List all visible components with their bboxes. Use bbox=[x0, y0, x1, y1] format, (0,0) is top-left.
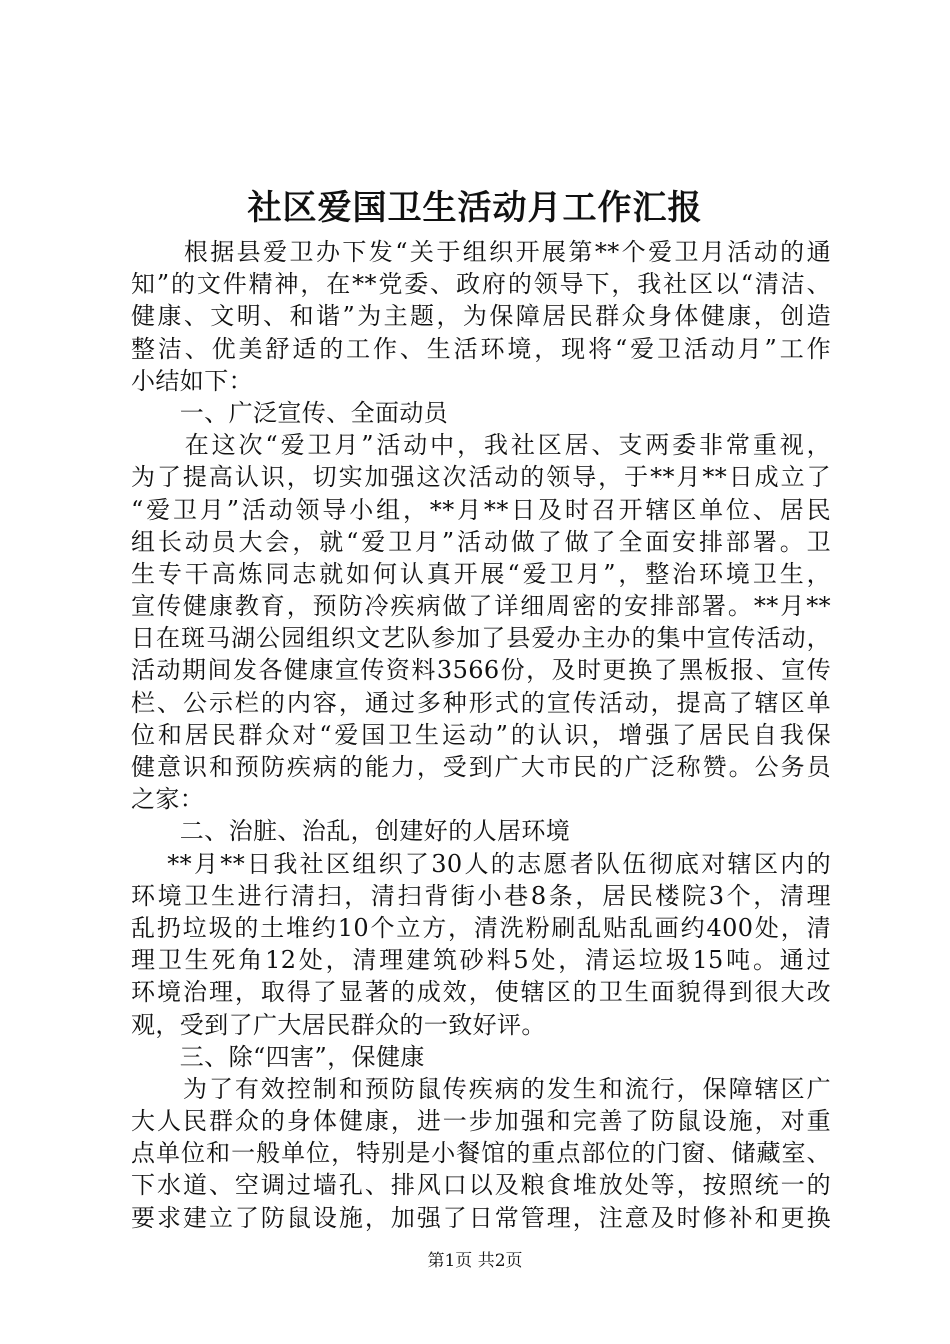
text-line: 在这次“爱卫月”活动中，我社区居、支两委非常重视， bbox=[131, 431, 831, 460]
document-body bbox=[131, 236, 831, 1234]
text-line: 日在斑马湖公园组织文艺队参加了县爱办主办的集中宣传活动， bbox=[131, 624, 831, 653]
text-line: 根据县爱卫办下发“关于组织开展第**个爱卫月活动的通 bbox=[131, 238, 831, 266]
text-line: 为了有效控制和预防鼠传疾病的发生和流行，保障辖区广 bbox=[131, 1074, 831, 1103]
text-line: 要求建立了防鼠设施，加强了日常管理，注意及时修补和更换 bbox=[131, 1203, 831, 1232]
text-line: 二、治脏、治乱，创建好的人居环境 bbox=[131, 817, 571, 846]
text-line: 活动期间发各健康宣传资料3566份，及时更换了黑板报、宣传 bbox=[131, 656, 831, 685]
text-line: 三、除“四害”，保健康 bbox=[131, 1042, 425, 1071]
text-line: 小结如下： bbox=[131, 366, 253, 395]
text-line: 观，受到了广大居民群众的一致好评。 bbox=[131, 1010, 546, 1039]
text-line: 宣传健康教育，预防冷疾病做了详细周密的安排部署。**月** bbox=[131, 592, 831, 621]
text-line: 整洁、优美舒适的工作、生活环境，现将“爱卫活动月”工作 bbox=[131, 334, 831, 363]
text-line: 点单位和一般单位，特别是小餐馆的重点部位的门窗、储藏室、 bbox=[131, 1139, 831, 1168]
text-line: “爱卫月”活动领导小组，**月**日及时召开辖区单位、居民 bbox=[131, 495, 831, 524]
document-title: 社区爱国卫生活动月工作汇报 bbox=[247, 188, 703, 228]
text-line: 环境卫生进行清扫，清扫背街小巷8条，居民楼院3个，清理 bbox=[131, 881, 831, 910]
text-line: 组长动员大会，就“爱卫月”活动做了做了全面安排部署。卫 bbox=[131, 527, 831, 556]
text-line: 知”的文件精神，在**党委、政府的领导下，我社区以“清洁、 bbox=[131, 270, 831, 299]
text-line: **月**日我社区组织了30人的志愿者队伍彻底对辖区内的 bbox=[131, 849, 831, 878]
text-line: 大人民群众的身体健康，进一步加强和完善了防鼠设施，对重 bbox=[131, 1107, 831, 1136]
text-line: 理卫生死角12处，清理建筑砂料5处，清运垃圾15吨。通过 bbox=[131, 946, 831, 975]
text-line: 下水道、空调过墙孔、排风口以及粮食堆放处等，按照统一的 bbox=[131, 1171, 831, 1200]
text-line: 为了提高认识，切实加强这次活动的领导，于**月**日成立了 bbox=[131, 463, 831, 492]
text-line: 健康、文明、和谐”为主题，为保障居民群众身体健康，创造 bbox=[131, 302, 831, 331]
text-line: 健意识和预防疾病的能力，受到广大市民的广泛称赞。公务员 bbox=[131, 753, 831, 781]
text-line: 乱扔垃圾的土堆约10个立方，清洗粉刷乱贴乱画约400处，清 bbox=[131, 913, 831, 942]
text-line: 位和居民群众对“爱国卫生运动”的认识，增强了居民自我保 bbox=[131, 720, 831, 749]
text-line: 一、广泛宣传、全面动员 bbox=[131, 398, 449, 427]
text-line: 生专干高炼同志就如何认真开展“爱卫月”，整治环境卫生， bbox=[131, 559, 831, 588]
text-line: 环境治理，取得了显著的成效，使辖区的卫生面貌得到很大改 bbox=[131, 978, 831, 1007]
text-line: 之家： bbox=[131, 785, 205, 814]
text-line: 栏、公示栏的内容，通过多种形式的宣传活动，提高了辖区单 bbox=[131, 688, 831, 717]
page-footer: 第1页 共2页 bbox=[427, 1251, 523, 1271]
